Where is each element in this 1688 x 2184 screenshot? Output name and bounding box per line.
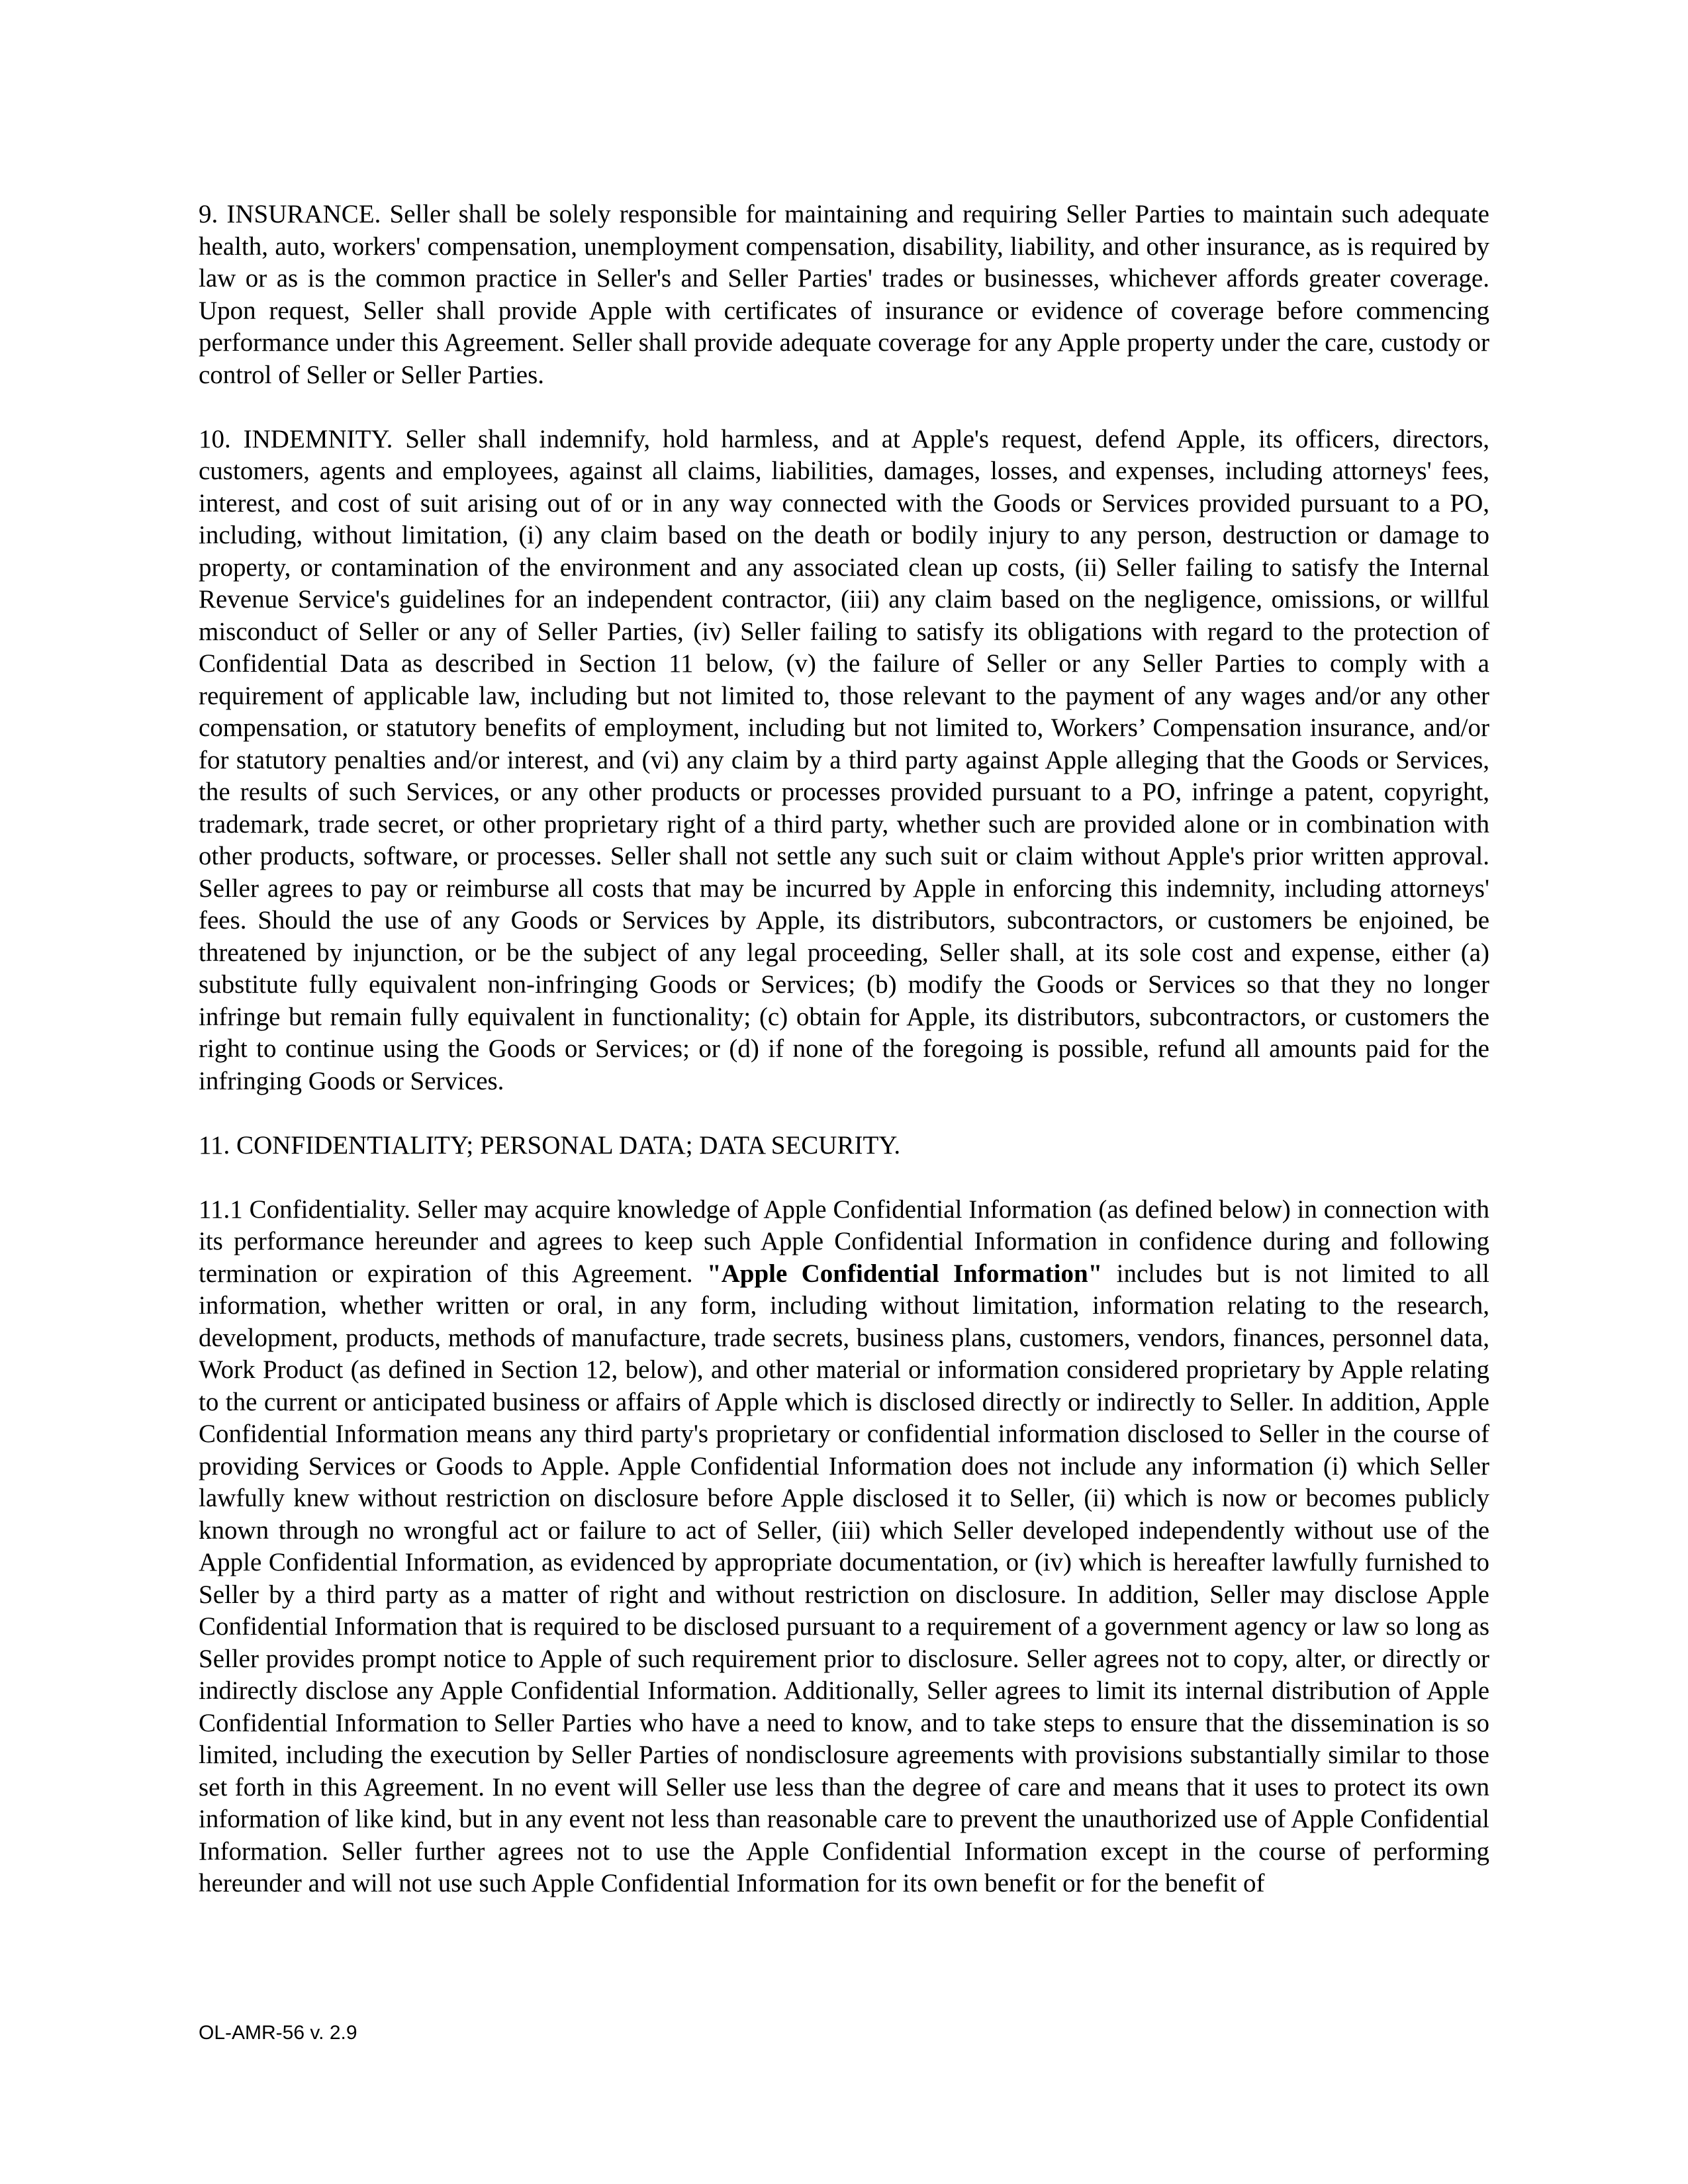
section-11-1-confidentiality [199, 1194, 1489, 1900]
footer-document-id: OL-AMR-56 v. 2.9 [199, 2022, 357, 2044]
defined-term-apple-confidential-information: "Apple Confidential Information" [706, 1259, 1103, 1288]
section-11-1-intro: 11.1 Confidentiality. Seller may acquire knowledge of Apple Confidential Information (as defined below) in connection with its performance hereunder and agrees to keep such Apple Confidential Information in confidence during and following termination or expiration of this Agreement. [199, 1195, 1489, 1288]
document-body [199, 199, 1489, 1932]
section-9-insurance: 9. INSURANCE. Seller shall be solely responsible for maintaining and requiring Seller Parties to maintain such adequate health, auto, workers' compensation, unemployment compensation, disability, liability, and other insurance, as is required by law or as is the common practice in Seller's and Seller Parties' trades or businesses, whichever affords greater coverage. Upon request, Seller shall provide Apple with certificates of insurance or evidence of coverage before commencing performance under this Agreement. Seller shall provide adequate coverage for any Apple property under the care, custody or control of Seller or Seller Parties. [199, 200, 1489, 389]
section-11-1-body: includes but is not limited to all information, whether written or oral, in any form, including without limitation, information relating to the research, development, products, methods of manufacture, trade secrets, business plans, customers, vendors, finances, personnel data, Work Product (as defined in Section 12, below), and other material or information considered proprietary by Apple relating to the current or anticipated business or affairs of Apple which is disclosed directly or indirectly to Seller. In addition, Apple Confidential Information means any third party's proprietary or confidential information disclosed to Seller in the course of providing Services or Goods to Apple. Apple Confidential Information does not include any information (i) which Seller lawfully knew without restriction on disclosure before Apple disclosed it to Seller, (ii) which is now or becomes publicly known through no wrongful act or failure to act of Seller, (iii) which Seller developed independently without use of the Apple Confidential Information, as evidenced by appropriate documentation, or (iv) which is hereafter lawfully furnished to Seller by a third party as a matter of right and without restriction on disclosure. In addition, Seller may disclose Apple Confidential Information that is required to be disclosed pursuant to a requirement of a government agency or law so long as Seller provides prompt notice to Apple of such requirement prior to disclosure. Seller agrees not to copy, alter, or directly or indirectly disclose any Apple Confidential Information. Additionally, Seller agrees to limit its internal distribution of Apple Confidential Information to Seller Parties who have a need to know, and to take steps to ensure that the dissemination is so limited, including the execution by Seller Parties of nondisclosure agreements with provisions substantially similar to those set forth in this Agreement. In no event will Seller use less than the degree of care and means that it uses to protect its own information of like kind, but in any event not less than reasonable care to prevent the unauthorized use of Apple Confidential Information. Seller further agrees not to use the Apple Confidential Information except in the course of performing hereunder and will not use such Apple Confidential Information for its own benefit or for the benefit of [199, 1259, 1489, 1897]
section-11-heading: 11. CONFIDENTIALITY; PERSONAL DATA; DATA SECURITY. [199, 1130, 901, 1160]
section-10-indemnity: 10. INDEMNITY. Seller shall indemnify, hold harmless, and at Apple's request, defend Apple, its officers, directors, customers, agents and employees, against all claims, liabilities, damages, losses, and expenses, including attorneys' fees, interest, and cost of suit arising out of or in any way connected with the Goods or Services provided pursuant to a PO, including, without limitation, (i) any claim based on the death or bodily injury to any person, destruction or damage to property, or contamination of the environment and any associated clean up costs, (ii) Seller failing to satisfy the Internal Revenue Service's guidelines for an independent contractor, (iii) any claim based on the negligence, omissions, or willful misconduct of Seller or any of Seller Parties, (iv) Seller failing to satisfy its obligations with regard to the protection of Confidential Data as described in Section 11 below, (v) the failure of Seller or any Seller Parties to comply with a requirement of applicable law, including but not limited to, those relevant to the payment of any wages and/or any other compensation, or statutory benefits of employment, including but not limited to, Workers’ Compensation insurance, and/or for statutory penalties and/or interest, and (vi) any claim by a third party against Apple alleging that the Goods or Services, the results of such Services, or any other products or processes provided pursuant to a PO, infringe a patent, copyright, trademark, trade secret, or other proprietary right of a third party, whether such are provided alone or in combination with other products, software, or processes. Seller shall not settle any such suit or claim without Apple's prior written approval. Seller agrees to pay or reimburse all costs that may be incurred by Apple in enforcing this indemnity, including attorneys' fees. Should the use of any Goods or Services by Apple, its distributors, subcontractors, or customers be enjoined, be threatened by injunction, or be the subject of any legal proceeding, Seller shall, at its sole cost and expense, either (a) substitute fully equivalent non-infringing Goods or Services; (b) modify the Goods or Services so that they no longer infringe but remain fully equivalent in functionality; (c) obtain for Apple, its distributors, subcontractors, or customers the right to continue using the Goods or Services; or (d) if none of the foregoing is possible, refund all amounts paid for the infringing Goods or Services. [199, 424, 1489, 1095]
